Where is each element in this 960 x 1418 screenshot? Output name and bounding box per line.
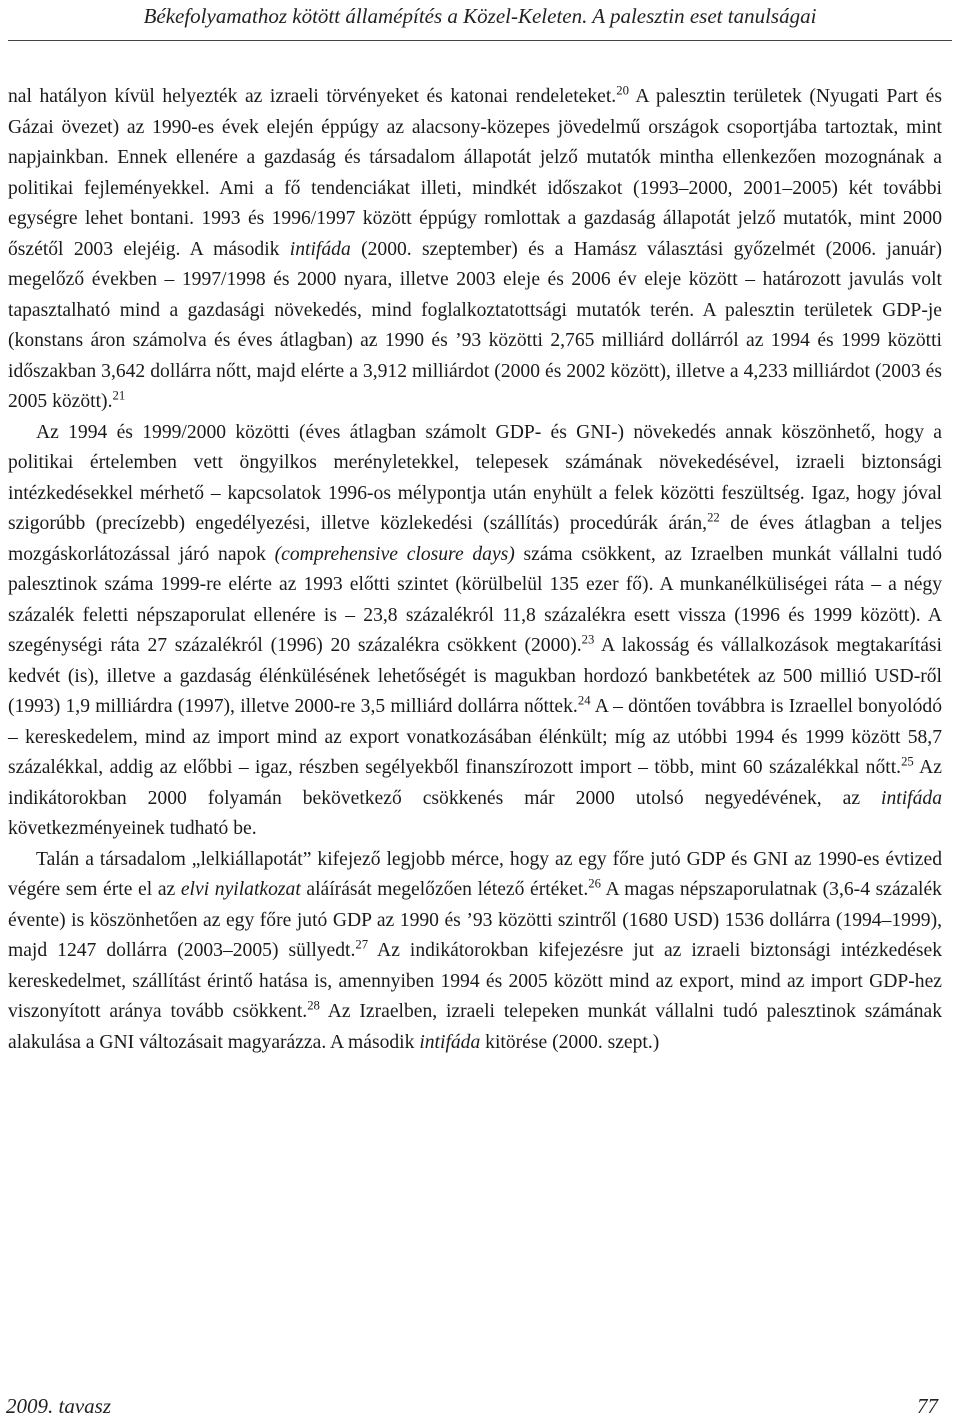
italic-term: intifáda xyxy=(419,1031,481,1053)
text-run: A lakosság és vállalkozások megtakarítási kedvét (is), illetve a gazdaság élénkülésének lehetőségét is magukban hordozó bankbetétek az 500 millió USD-ről (1993) 1,9 milliárdra (1997), illetve 2000-re 3,5 milliárd dollárra nőttek. xyxy=(8,635,942,717)
paragraph xyxy=(8,418,942,845)
footnote-ref: 27 xyxy=(355,937,369,952)
text-run: Az Izraelben, izraeli telepeken munkát vállalni tudó palesztinok számának alakulása a GNI változásait magyarázza. A második xyxy=(8,1001,943,1053)
paragraph xyxy=(8,82,942,418)
footnote-ref: 25 xyxy=(901,754,914,769)
paragraph xyxy=(8,845,942,1059)
running-header: Békefolyamathoz kötött államépítés a Közel-Keleten. A palesztin eset tanulságai xyxy=(143,4,817,28)
footer-issue: 2009. tavasz xyxy=(6,1394,111,1418)
italic-term: intifáda xyxy=(881,787,942,809)
text-run: A palesztin területek (Nyugati Part és Gázai övezet) az 1990-es évek elején éppúgy az alacsony-közepes jövedelmű országok csoportjába tartoztak, mint napjainkban. Ennek ellenére a gazdaság és társadalom állapotát jelző mutatók mintha ellenkezően mozognának a politikai fejleményekkel. Ami a fő tendenciákat illeti, mindkét időszakot (1993–2000, 2001–2005) két további egységre lehet bontani. 1993 és 1996/1997 között éppúgy romlottak a gazdaság állapotát jelző mutatók, mint 2000 őszétől 2003 elejéig. A második xyxy=(8,86,942,260)
text-run: aláírását megelőzően létező értéket. xyxy=(300,879,589,900)
text-run: Az 1994 és 1999/2000 közötti (éves átlagban számolt GDP- és GNI-) növekedés annak köszönhető, hogy a politikai értelemben vett öngyilkos merényletekkel, telepesek számának növekedésével, izraeli biztonsági intézkedésekkel mérhető – kapcsolatok 1996-os mélypontja után enyhült a felek közötti feszültség. Igaz, hogy jóval szigorúbb (precízebb) engedélyezési, illetve közlekedési (szállítás) procedúrák árán, xyxy=(8,421,942,534)
footnote-ref: 20 xyxy=(616,83,629,98)
italic-term: (comprehensive closure days) xyxy=(274,543,515,565)
footnote-ref: 21 xyxy=(112,388,126,403)
footnote-ref: 22 xyxy=(707,510,720,525)
footnote-ref: 23 xyxy=(581,632,595,647)
text-run: kitörése (2000. szept.) xyxy=(480,1031,660,1053)
text-run: Az indikátorokban 2000 folyamán bekövetkező csökkenés már 2000 utolsó negyedévének, az xyxy=(8,757,942,809)
footnote-ref: 28 xyxy=(307,998,320,1013)
page-footer xyxy=(0,1395,960,1418)
text-run: nal hatályon kívül helyezték az izraeli törvényeket és katonai rendeleteket. xyxy=(8,86,617,107)
footnote-ref: 24 xyxy=(577,693,591,708)
italic-term: intifáda xyxy=(289,238,351,260)
text-run: A – döntően továbbra is Izraellel bonyolódó – kereskedelem, mind az import mind az export vonatkozásában élénkült; míg az utóbbi 1994 és 1999 között 58,7 százalékkal, addig az előbbi – igaz, részben segélyekből finanszírozott import – több, mint 60 százalékkal nőtt. xyxy=(8,696,942,778)
text-run: de éves átlagban a teljes mozgáskorlátozással járó napok xyxy=(8,513,942,565)
footnote-ref: 26 xyxy=(588,876,601,891)
article-body xyxy=(8,82,942,1058)
text-run: Talán a társadalom „lelkiállapotát” kifejező legjobb mérce, hogy az egy főre jutó GDP és GNI az 1990-es évtized végére sem érte el az xyxy=(8,848,942,900)
text-run: következményeinek tudható be. xyxy=(8,818,257,839)
header-rule xyxy=(8,40,952,41)
text-run: Az indikátorokban kifejezésre jut az izraeli biztonsági intézkedések kereskedelmet, szállítást érintő hatása is, amennyiben 1994 és 2005 között mind az export, mind az import GDP-hez viszonyított aránya tovább csökkent. xyxy=(8,940,942,1022)
footer-page-number: 77 xyxy=(917,1394,938,1418)
text-run: A magas népszaporulatnak (3,6-4 százalék évente) is köszönhetően az egy főre jutó GDP az 1990 és ’93 közötti szintről (1680 USD) 1536 dollárra (1994–1999), majd 1247 dollárra (2003–2005) süllyedt. xyxy=(8,879,942,961)
italic-term: elvi nyilatkozat xyxy=(180,879,301,900)
text-run: száma csökkent, az Izraelben munkát vállalni tudó palesztinok száma 1999-re elérte az 1993 előtti szintet (körülbelül 135 ezer fő). A munkanélküliségei ráta – a négy százalék feletti népszaporulat ellenére is – 23,8 százalékról 11,8 százalékra esett vissza (1996 és 1999 között). A szegénységi ráta 27 százalékról (1996) 20 százalékra csökkent (2000). xyxy=(8,543,942,656)
text-run: (2000. szeptember) és a Hamász választási győzelmét (2006. január) megelőző években – 1997/1998 és 2000 nyara, illetve 2003 eleje és 2006 év eleje között – határozott javulás volt tapasztalható mind a gazdasági növekedés, mind foglalkoztatottsági mutatók terén. A palesztin területek GDP-je (konstans áron számolva és éves átlagban) az 1990 és ’93 közötti 2,765 milliárd dollárról az 1994 és 1999 közötti időszakban 3,642 dollárra nőtt, majd elérte a 3,912 milliárdot (2000 és 2002 között), illetve a 4,233 milliárdot (2003 és 2005 között). xyxy=(8,238,942,412)
